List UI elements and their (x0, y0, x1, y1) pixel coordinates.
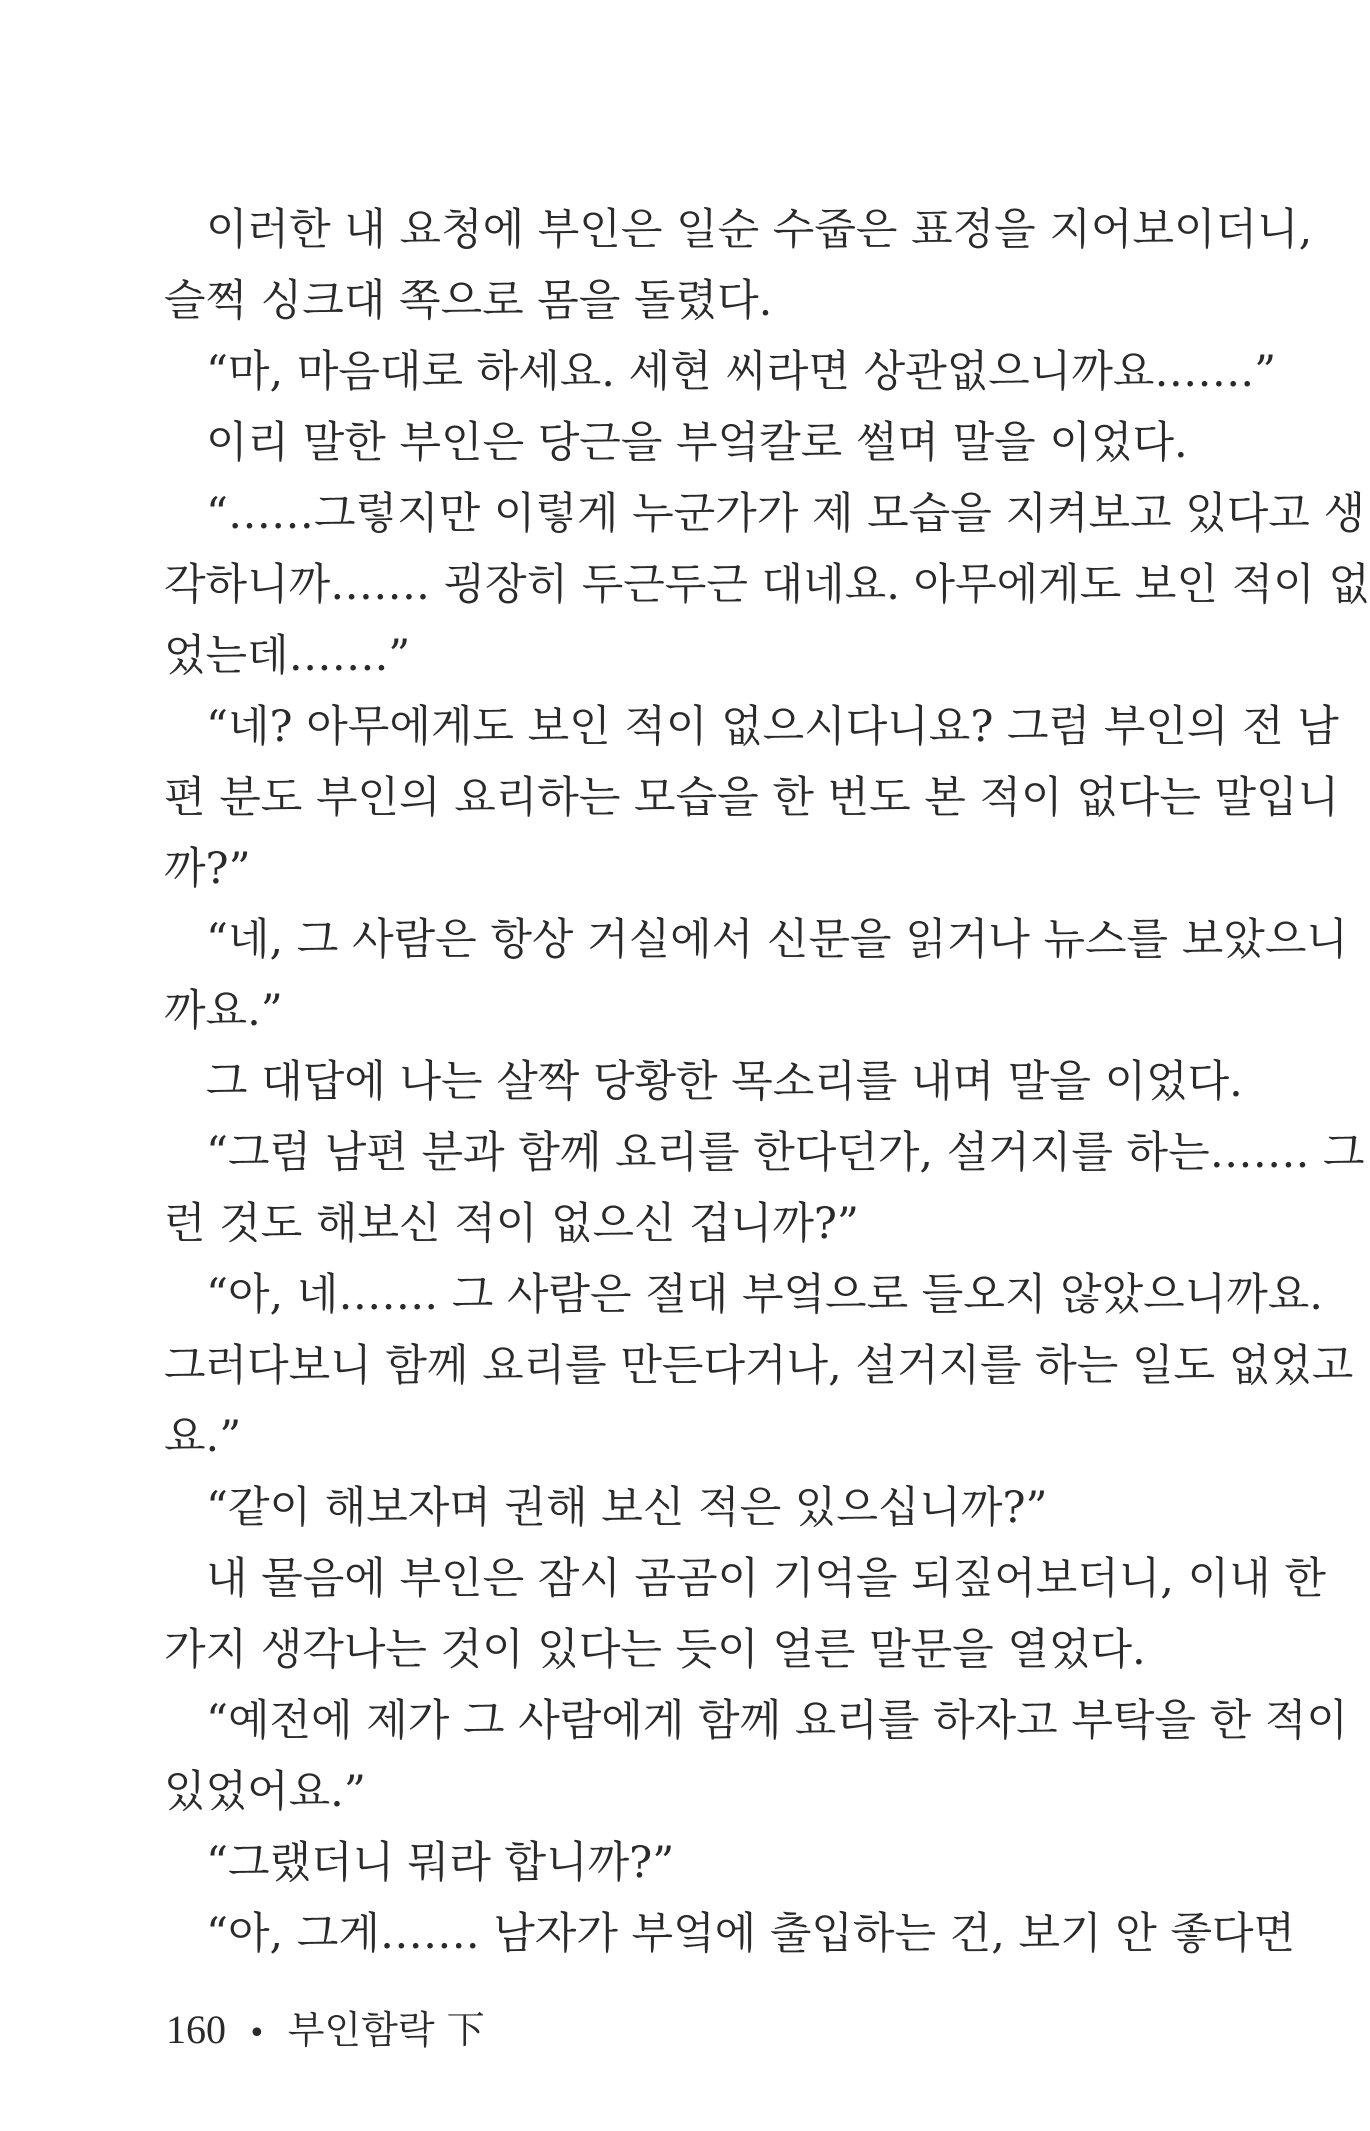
text-line: 까?” (164, 844, 251, 894)
page-number: 160 (166, 2007, 226, 2052)
text-line: 슬쩍 싱크대 쪽으로 몸을 돌렸다. (164, 276, 773, 326)
text-line: “……그렇지만 이렇게 누군가가 제 모습을 지켜보고 있다고 생 (206, 489, 1366, 539)
separator-bullet: • (248, 2015, 266, 2051)
page-footer (166, 2000, 485, 2060)
book-title: 부인함락 下 (287, 2008, 485, 2052)
text-line: “같이 해보자며 권해 보신 적은 있으십니까?” (206, 1483, 1048, 1533)
text-line: “네? 아무에게도 보인 적이 없으시다니요? 그럼 부인의 전 남 (206, 702, 1339, 752)
text-line: 편 분도 부인의 요리하는 모습을 한 번도 본 적이 없다는 말입니 (164, 773, 1340, 823)
text-line: “그랬더니 뭐라 합니까?” (206, 1838, 675, 1888)
text-line: 있었어요.” (164, 1767, 366, 1817)
text-line: 가지 생각나는 것이 있다는 듯이 얼른 말문을 열었다. (164, 1625, 1146, 1675)
text-line: 런 것도 해보신 적이 없으신 겁니까?” (164, 1199, 859, 1249)
text-line: 요.” (164, 1412, 242, 1462)
text-line: 그러다보니 함께 요리를 만든다거나, 설거지를 하는 일도 없었고 (164, 1341, 1354, 1391)
text-line: 그 대답에 나는 살짝 당황한 목소리를 내며 말을 이었다. (206, 1057, 1243, 1107)
text-line: 각하니까……. 굉장히 두근두근 대네요. 아무에게도 보인 적이 없 (164, 560, 1370, 610)
text-line: “아, 그게……. 남자가 부엌에 출입하는 건, 보기 안 좋다면 (206, 1909, 1296, 1959)
text-line: 까요.” (164, 986, 283, 1036)
text-line: 이리 말한 부인은 당근을 부엌칼로 썰며 말을 이었다. (206, 418, 1188, 468)
text-line: “예전에 제가 그 사람에게 함께 요리를 하자고 부탁을 한 적이 (206, 1696, 1348, 1746)
text-line: 내 물음에 부인은 잠시 곰곰이 기억을 되짚어보더니, 이내 한 (206, 1554, 1326, 1604)
text-line: “네, 그 사람은 항상 거실에서 신문을 읽거나 뉴스를 보았으니 (206, 915, 1348, 965)
body-text (164, 195, 1370, 1970)
text-line: 이러한 내 요청에 부인은 일순 수줍은 표정을 지어보이더니, (206, 205, 1313, 255)
text-line: “마, 마음대로 하세요. 세현 씨라면 상관없으니까요…….” (206, 347, 1277, 397)
text-line: 었는데…….” (164, 631, 411, 681)
text-line: “아, 네……. 그 사람은 절대 부엌으로 들오지 않았으니까요. (206, 1270, 1323, 1320)
text-line: “그럼 남편 분과 함께 요리를 한다던가, 설거지를 하는……. 그 (206, 1128, 1365, 1178)
